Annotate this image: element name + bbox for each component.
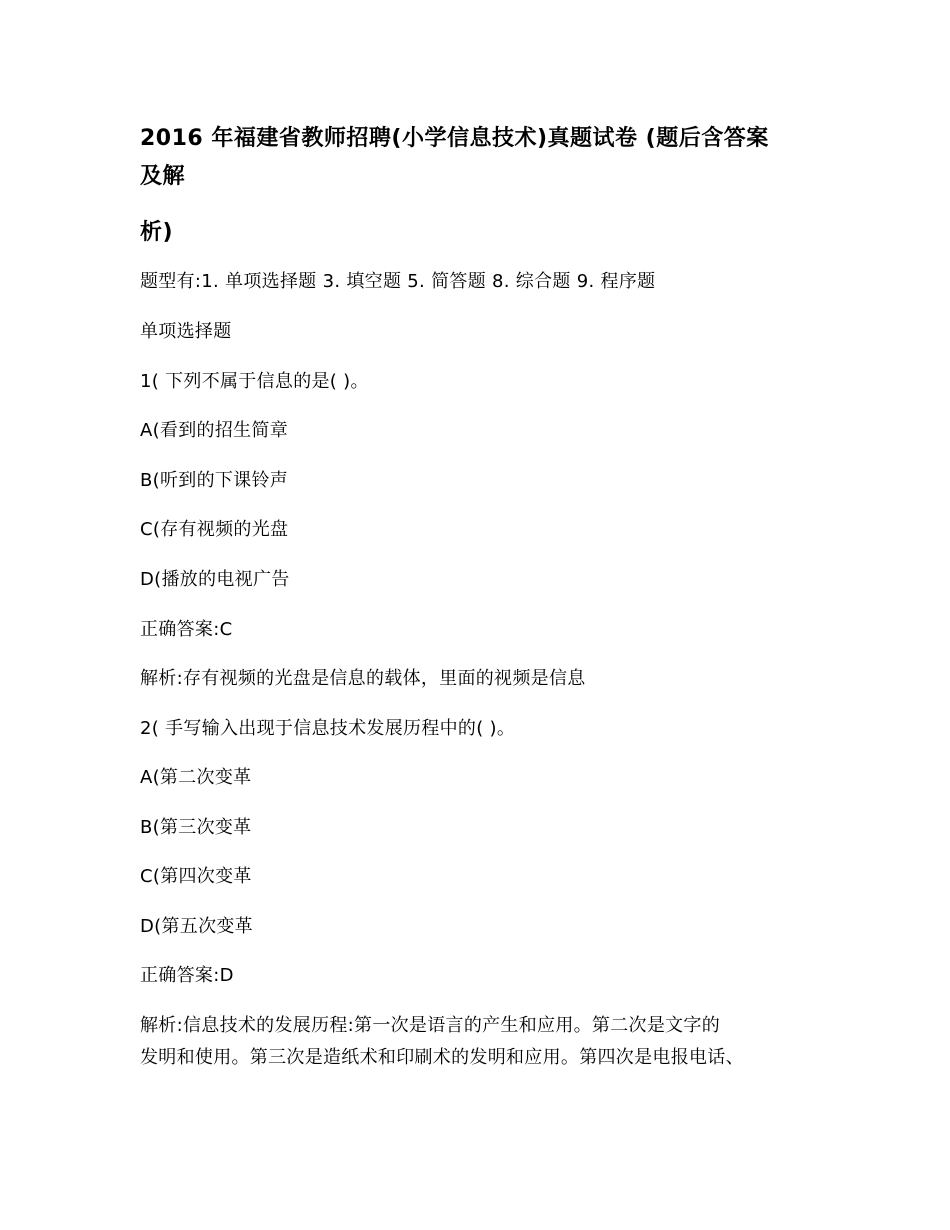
document-title-line-3: 析) [140,220,174,245]
question-2-option-d: D(第五次变革 [140,916,253,937]
document-title-line-2: 及解 [140,164,186,189]
question-1-option-b: B(听到的下课铃声 [140,470,289,491]
document-title-line-1: 2016 年福建省教师招聘(小学信息技术)真题试卷 (题后含答案 [140,126,769,151]
question-2-text: 2( 手写输入出现于信息技术发展历程中的( )。 [140,718,516,739]
question-1-option-d: D(播放的电视广告 [140,569,290,590]
question-2-analysis-line-2: 发明和使用。第三次是造纸术和印刷术的发明和应用。第四次是电报电话、 [140,1047,744,1068]
question-2-analysis-line-1: 解析:信息技术的发展历程:第一次是语言的产生和应用。第二次是文字的 [140,1015,721,1036]
question-1-answer: 正确答案:C [140,619,233,640]
question-2-option-b: B(第三次变革 [140,817,252,838]
question-1-option-c: C(存有视频的光盘 [140,519,289,540]
question-1-text: 1( 下列不属于信息的是( )。 [140,371,369,392]
question-2-option-a: A(第二次变革 [140,767,252,788]
question-2-answer: 正确答案:D [140,965,234,986]
section-heading: 单项选择题 [140,321,232,342]
question-2-option-c: C(第四次变革 [140,866,252,887]
question-1-analysis: 解析:存有视频的光盘是信息的载体，里面的视频是信息 [140,668,586,689]
question-1-option-a: A(看到的招生简章 [140,420,289,441]
question-types-line: 题型有:1. 单项选择题 3. 填空题 5. 简答题 8. 综合题 9. 程序题 [140,271,656,292]
